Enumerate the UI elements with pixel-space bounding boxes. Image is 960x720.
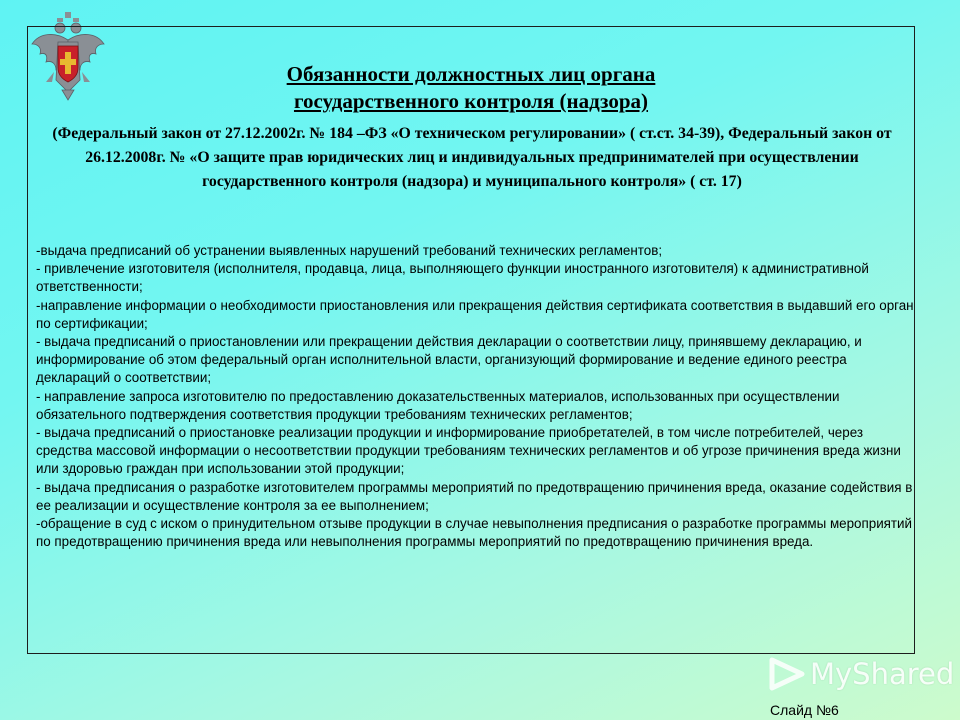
list-item: -выдача предписаний об устранении выявленных нарушений требований технических регламентов; xyxy=(36,243,663,258)
title-line-2: государственного контроля (надзора) xyxy=(293,89,649,113)
list-item: - выдача предписания о разработке изготовителем программы мероприятий по предотвращению причинения вреда, оказание содействия в ее реализации и осуществление контроля за ее выполнением; xyxy=(36,479,913,513)
duties-list xyxy=(36,242,916,551)
list-item: - выдача предписаний о приостановке реализации продукции и информирование приобретателей, в том числе потребителей, через средства массовой информации о несоответствии продукции требованиям технических регламентов и об угрозе причинения вреда жизни или здоровью граждан при использовании этой продукции; xyxy=(36,425,901,477)
slide-number: Слайд №6 xyxy=(770,702,839,718)
list-item: - привлечение изготовителя (исполнителя, продавца, лица, выполняющего функции иностранного изготовителя) к административной ответственности; xyxy=(36,261,869,295)
play-logo-icon xyxy=(768,656,808,692)
list-item: -направление информации о необходимости приостановления или прекращения действия сертификата соответствия в выдавший его орган по сертификации; xyxy=(36,297,914,331)
content-frame xyxy=(27,26,915,654)
myshared-watermark xyxy=(768,655,954,693)
title-line-1: Обязанности должностных лиц органа xyxy=(286,62,656,86)
list-item: - выдача предписаний о приостановлении или прекращении действия декларации о соответствии лицу, принявшему декларацию, и информирование об этом федеральный орган исполнительной власти, организующий формирование и ведение единого реестра деклараций о соответствии; xyxy=(36,334,862,386)
watermark-text: MyShared xyxy=(810,657,955,691)
list-item: - направление запроса изготовителю по предоставлению доказательственных материалов, использованных при осуществлении обязательного подтверждения соответствия продукции требованиям технических регламентов; xyxy=(36,388,840,422)
slide-title xyxy=(28,61,914,115)
list-item: -обращение в суд с иском о принудительном отзыве продукции в случае невыполнения предписания о разработке программы мероприятий по предотвращению причинения вреда или невыполнения программы мероприятий по предотвращению причинения вреда. xyxy=(36,516,913,550)
law-reference: (Федеральный закон от 27.12.2002г. № 184 –ФЗ «О техническом регулировании» ( ст.ст. 34-39), Федеральный закон от 26.12.2008г. № «О защите прав юридических лиц и индивидуальных предпринимателей при осуществлении государственного контроля (надзора) и муниципального контроля» ( ст. 17) xyxy=(52,125,892,190)
